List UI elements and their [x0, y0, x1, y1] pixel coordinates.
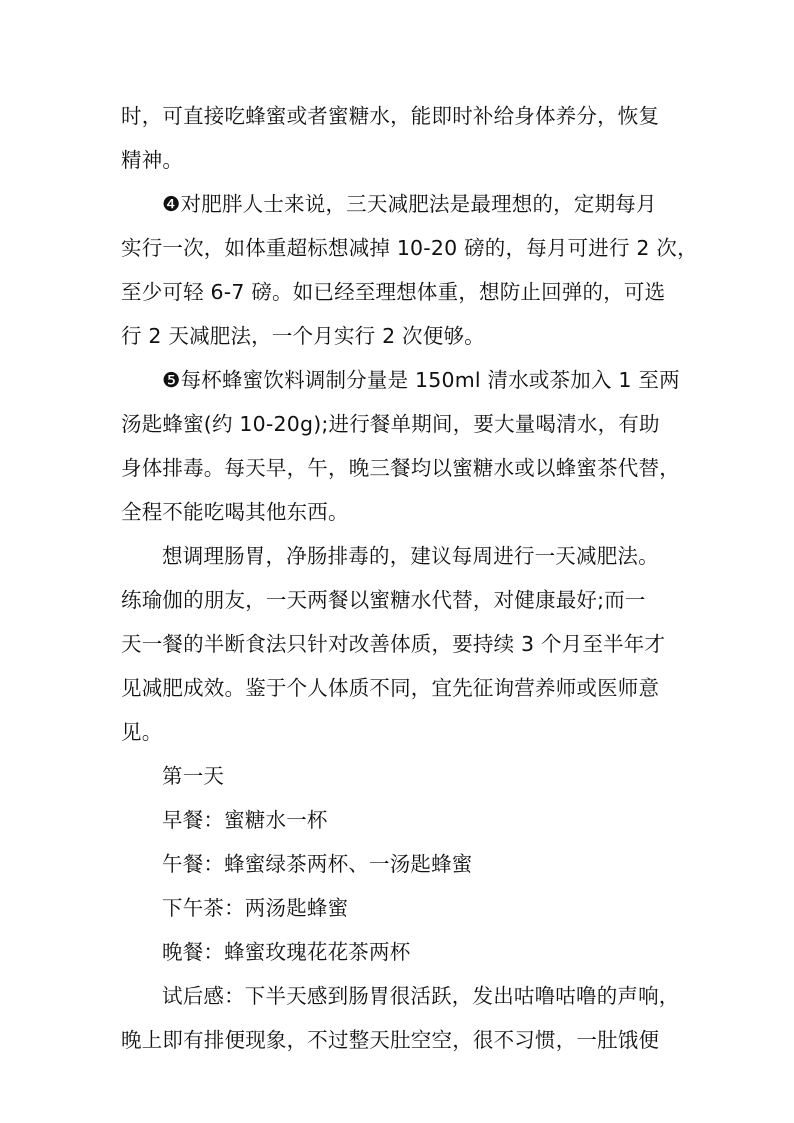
- body-text-line: 行 2 天减肥法，一个月实行 2 次便够。: [121, 324, 485, 348]
- body-text-line: 练瑜伽的朋友，一天两餐以蜜糖水代替，对健康最好;而一: [121, 588, 646, 612]
- body-text-line: 天一餐的半断食法只针对改善体质，要持续 3 个月至半年才: [121, 632, 666, 656]
- body-text-line: 试后感：下半天感到肠胃很活跃，发出咕噜咕噜的声响，: [162, 984, 680, 1008]
- body-text-line: 时，可直接吃蜂蜜或者蜜糖水，能即时补给身体养分，恢复: [121, 104, 660, 128]
- body-text-line: 精神。: [121, 148, 184, 172]
- body-text-line: 实行一次，如体重超标想减掉 10-20 磅的，每月可进行 2 次，: [121, 236, 698, 260]
- body-text-line: 身体排毒。每天早，午，晚三餐均以蜜糖水或以蜂蜜茶代替，: [121, 456, 680, 480]
- body-text-line: 见减肥成效。鉴于个人体质不同，宜先征询营养师或医师意: [121, 676, 660, 700]
- body-text-line: ❺每杯蜂蜜饮料调制分量是 150ml 清水或茶加入 1 至两: [162, 368, 680, 392]
- section-heading: 第一天: [162, 764, 225, 788]
- meal-line: 午餐：蜂蜜绿茶两杯、一汤匙蜂蜜: [162, 852, 473, 876]
- body-text-line: 汤匙蜂蜜(约 10-20g);进行餐单期间，要大量喝清水，有助: [121, 412, 660, 436]
- body-text-line: 全程不能吃喝其他东西。: [121, 500, 349, 524]
- body-text-line: ❹对肥胖人士来说，三天减肥法是最理想的，定期每月: [162, 192, 657, 216]
- meal-line: 早餐：蜜糖水一杯: [162, 808, 328, 832]
- body-text-line: 见。: [121, 720, 163, 744]
- meal-line: 下午茶：两汤匙蜂蜜: [162, 896, 349, 920]
- body-text-line: 晚上即有排便现象，不过整天肚空空，很不习惯，一肚饿便: [121, 1028, 660, 1052]
- body-text-line: 至少可轻 6-7 磅。如已经至理想体重，想防止回弹的，可选: [121, 280, 666, 304]
- meal-line: 晚餐：蜂蜜玫瑰花花茶两杯: [162, 940, 411, 964]
- body-text-line: 想调理肠胃，净肠排毒的，建议每周进行一天减肥法。: [162, 544, 659, 568]
